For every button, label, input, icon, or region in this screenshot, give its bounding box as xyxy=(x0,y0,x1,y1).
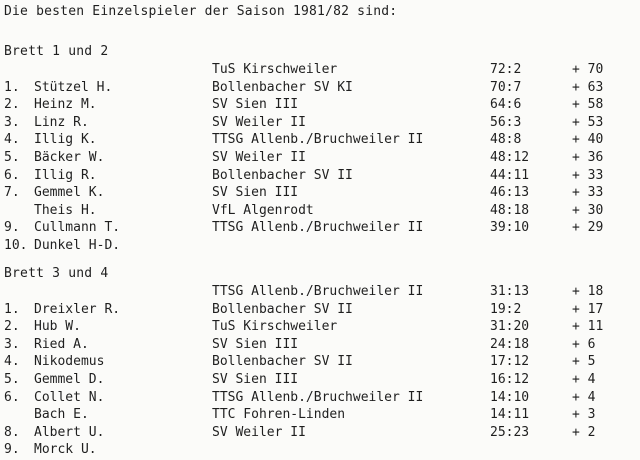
match-score: 72:2 xyxy=(490,62,522,77)
point-difference: + 4 xyxy=(572,372,596,387)
club-name: TTC Fohren-Linden xyxy=(212,407,346,423)
point-difference: + 18 xyxy=(572,284,604,299)
player-name xyxy=(4,185,104,201)
match-score: 70:7 xyxy=(490,79,522,95)
ranking-row xyxy=(0,80,640,98)
point-difference: + 63 xyxy=(572,79,604,95)
player-name-text: Theis H. xyxy=(34,202,97,218)
point-difference: + 33 xyxy=(572,185,604,201)
player-rank: 5. xyxy=(4,150,20,165)
player-name-text: Dunkel H-D. xyxy=(34,238,121,253)
match-score: 31:20 xyxy=(490,319,530,335)
player-name-text: Bach E. xyxy=(34,407,89,423)
player-name xyxy=(4,337,89,353)
ranking-row xyxy=(0,354,640,372)
player-name-text: Bäcker W. xyxy=(34,150,105,165)
point-difference: + 4 xyxy=(572,389,596,405)
point-difference: + 70 xyxy=(572,62,604,77)
ranking-row xyxy=(0,407,640,425)
match-score: 48:18 xyxy=(490,202,530,218)
match-score: 56:3 xyxy=(490,114,522,130)
club-name: TuS Kirschweiler xyxy=(212,319,338,335)
ranking-row xyxy=(0,132,640,150)
club-name: Bollenbacher SV KI xyxy=(212,79,353,95)
player-name xyxy=(4,319,81,335)
player-name xyxy=(4,62,34,78)
match-score: 64:6 xyxy=(490,97,522,113)
player-rank: 3. xyxy=(4,336,20,352)
player-rank: 8. xyxy=(4,424,20,440)
ranking-row xyxy=(0,220,640,238)
page-heading: Die besten Einzelspieler der Saison 1981/82 sind: xyxy=(4,4,398,19)
club-name: SV Sien III xyxy=(212,336,299,352)
player-name xyxy=(4,132,97,148)
player-name xyxy=(4,442,97,458)
point-difference: + 36 xyxy=(572,150,604,165)
player-name xyxy=(4,238,120,254)
club-name: Bollenbacher SV II xyxy=(212,167,353,183)
point-difference: + 3 xyxy=(572,407,596,423)
club-name: TTSG Allenb./Bruchweiler II xyxy=(212,220,424,236)
match-score: 31:13 xyxy=(490,284,530,299)
ranking-row xyxy=(0,97,640,115)
player-name-text: Illig K. xyxy=(34,132,97,148)
player-name xyxy=(4,80,112,96)
ranking-row xyxy=(0,390,640,408)
player-name xyxy=(4,302,120,318)
match-score: 48:12 xyxy=(490,150,530,165)
club-name: SV Weiler II xyxy=(212,114,306,130)
player-name xyxy=(4,220,120,236)
match-score: 16:12 xyxy=(490,372,530,387)
player-name-text: Gemmel D. xyxy=(34,372,105,387)
player-name-text: Cullmann T. xyxy=(34,220,121,236)
ranking-row xyxy=(0,319,640,337)
ranking-row xyxy=(0,442,640,460)
player-rank: 5. xyxy=(4,372,20,387)
player-rank: 1. xyxy=(4,301,20,317)
point-difference: + 29 xyxy=(572,220,604,236)
club-name: TTSG Allenb./Bruchweiler II xyxy=(212,132,424,148)
ranking-row xyxy=(0,203,640,221)
player-name xyxy=(4,390,104,406)
player-name-text: Heinz M. xyxy=(34,97,97,113)
ranking-row xyxy=(0,284,640,302)
section-title-brett-3-4: Brett 3 und 4 xyxy=(4,266,109,281)
point-difference: + 11 xyxy=(572,319,604,335)
point-difference: + 40 xyxy=(572,132,604,148)
point-difference: + 5 xyxy=(572,354,596,370)
player-rank: 6. xyxy=(4,167,20,183)
player-rank: 10. xyxy=(4,238,28,253)
ranking-row xyxy=(0,168,640,186)
player-name xyxy=(4,407,89,423)
section-title-brett-1-2: Brett 1 und 2 xyxy=(4,44,109,59)
club-name: VfL Algenrodt xyxy=(212,202,314,218)
club-name: TuS Kirschweiler xyxy=(212,62,338,77)
club-name: TTSG Allenb./Bruchweiler II xyxy=(212,284,424,299)
point-difference: + 33 xyxy=(572,167,604,183)
player-name xyxy=(4,284,34,300)
ranking-row xyxy=(0,238,640,256)
ranking-row xyxy=(0,62,640,80)
player-rank: 2. xyxy=(4,319,20,335)
club-name: TTSG Allenb./Bruchweiler II xyxy=(212,389,424,405)
point-difference: + 2 xyxy=(572,424,596,440)
ranking-row xyxy=(0,337,640,355)
club-name: SV Weiler II xyxy=(212,424,306,440)
match-score: 25:23 xyxy=(490,424,530,440)
match-score: 14:10 xyxy=(490,389,530,405)
player-name xyxy=(4,425,104,441)
match-score: 14:11 xyxy=(490,407,530,423)
ranking-row xyxy=(0,185,640,203)
player-name-text: Morck U. xyxy=(34,442,97,458)
player-name xyxy=(4,115,89,131)
match-score: 19:2 xyxy=(490,301,522,317)
match-score: 44:11 xyxy=(490,167,530,183)
match-score: 39:10 xyxy=(490,220,530,236)
player-rank: 6. xyxy=(4,389,20,405)
player-name xyxy=(4,150,104,166)
player-rank: 3. xyxy=(4,114,20,130)
player-rank: 4. xyxy=(4,132,20,148)
point-difference: + 58 xyxy=(572,97,604,113)
player-rank: 9. xyxy=(4,442,20,458)
player-name xyxy=(4,203,97,219)
match-score: 48:8 xyxy=(490,132,522,148)
club-name: SV Weiler II xyxy=(212,150,306,165)
point-difference: + 17 xyxy=(572,301,604,317)
match-score: 24:18 xyxy=(490,336,530,352)
player-name-text: Nikodemus xyxy=(34,354,105,370)
match-score: 46:13 xyxy=(490,185,530,201)
player-rank: 9. xyxy=(4,220,20,236)
player-name xyxy=(4,372,104,388)
player-name-text: Dreixler R. xyxy=(34,301,121,317)
point-difference: + 30 xyxy=(572,202,604,218)
club-name: Bollenbacher SV II xyxy=(212,301,353,317)
match-score: 17:12 xyxy=(490,354,530,370)
player-name xyxy=(4,354,104,370)
player-rank: 7. xyxy=(4,185,20,201)
ranking-row xyxy=(0,115,640,133)
club-name: Bollenbacher SV II xyxy=(212,354,353,370)
point-difference: + 53 xyxy=(572,114,604,130)
player-rank: 2. xyxy=(4,97,20,113)
player-rank: 1. xyxy=(4,79,20,95)
player-name xyxy=(4,168,97,184)
player-name-text: Stützel H. xyxy=(34,79,113,95)
ranking-row xyxy=(0,150,640,168)
player-name-text: Illig R. xyxy=(34,167,97,183)
player-name-text: Gemmel K. xyxy=(34,185,105,201)
club-name: SV Sien III xyxy=(212,372,299,387)
player-name xyxy=(4,97,97,113)
ranking-row xyxy=(0,372,640,390)
player-name-text: Hub W. xyxy=(34,319,81,335)
ranking-row xyxy=(0,425,640,443)
point-difference: + 6 xyxy=(572,336,596,352)
club-name: SV Sien III xyxy=(212,185,299,201)
player-name-text: Linz R. xyxy=(34,114,89,130)
player-name-text: Collet N. xyxy=(34,389,105,405)
player-rank: 4. xyxy=(4,354,20,370)
club-name: SV Sien III xyxy=(212,97,299,113)
player-name-text: Ried A. xyxy=(34,336,89,352)
ranking-row xyxy=(0,302,640,320)
player-name-text: Albert U. xyxy=(34,424,105,440)
